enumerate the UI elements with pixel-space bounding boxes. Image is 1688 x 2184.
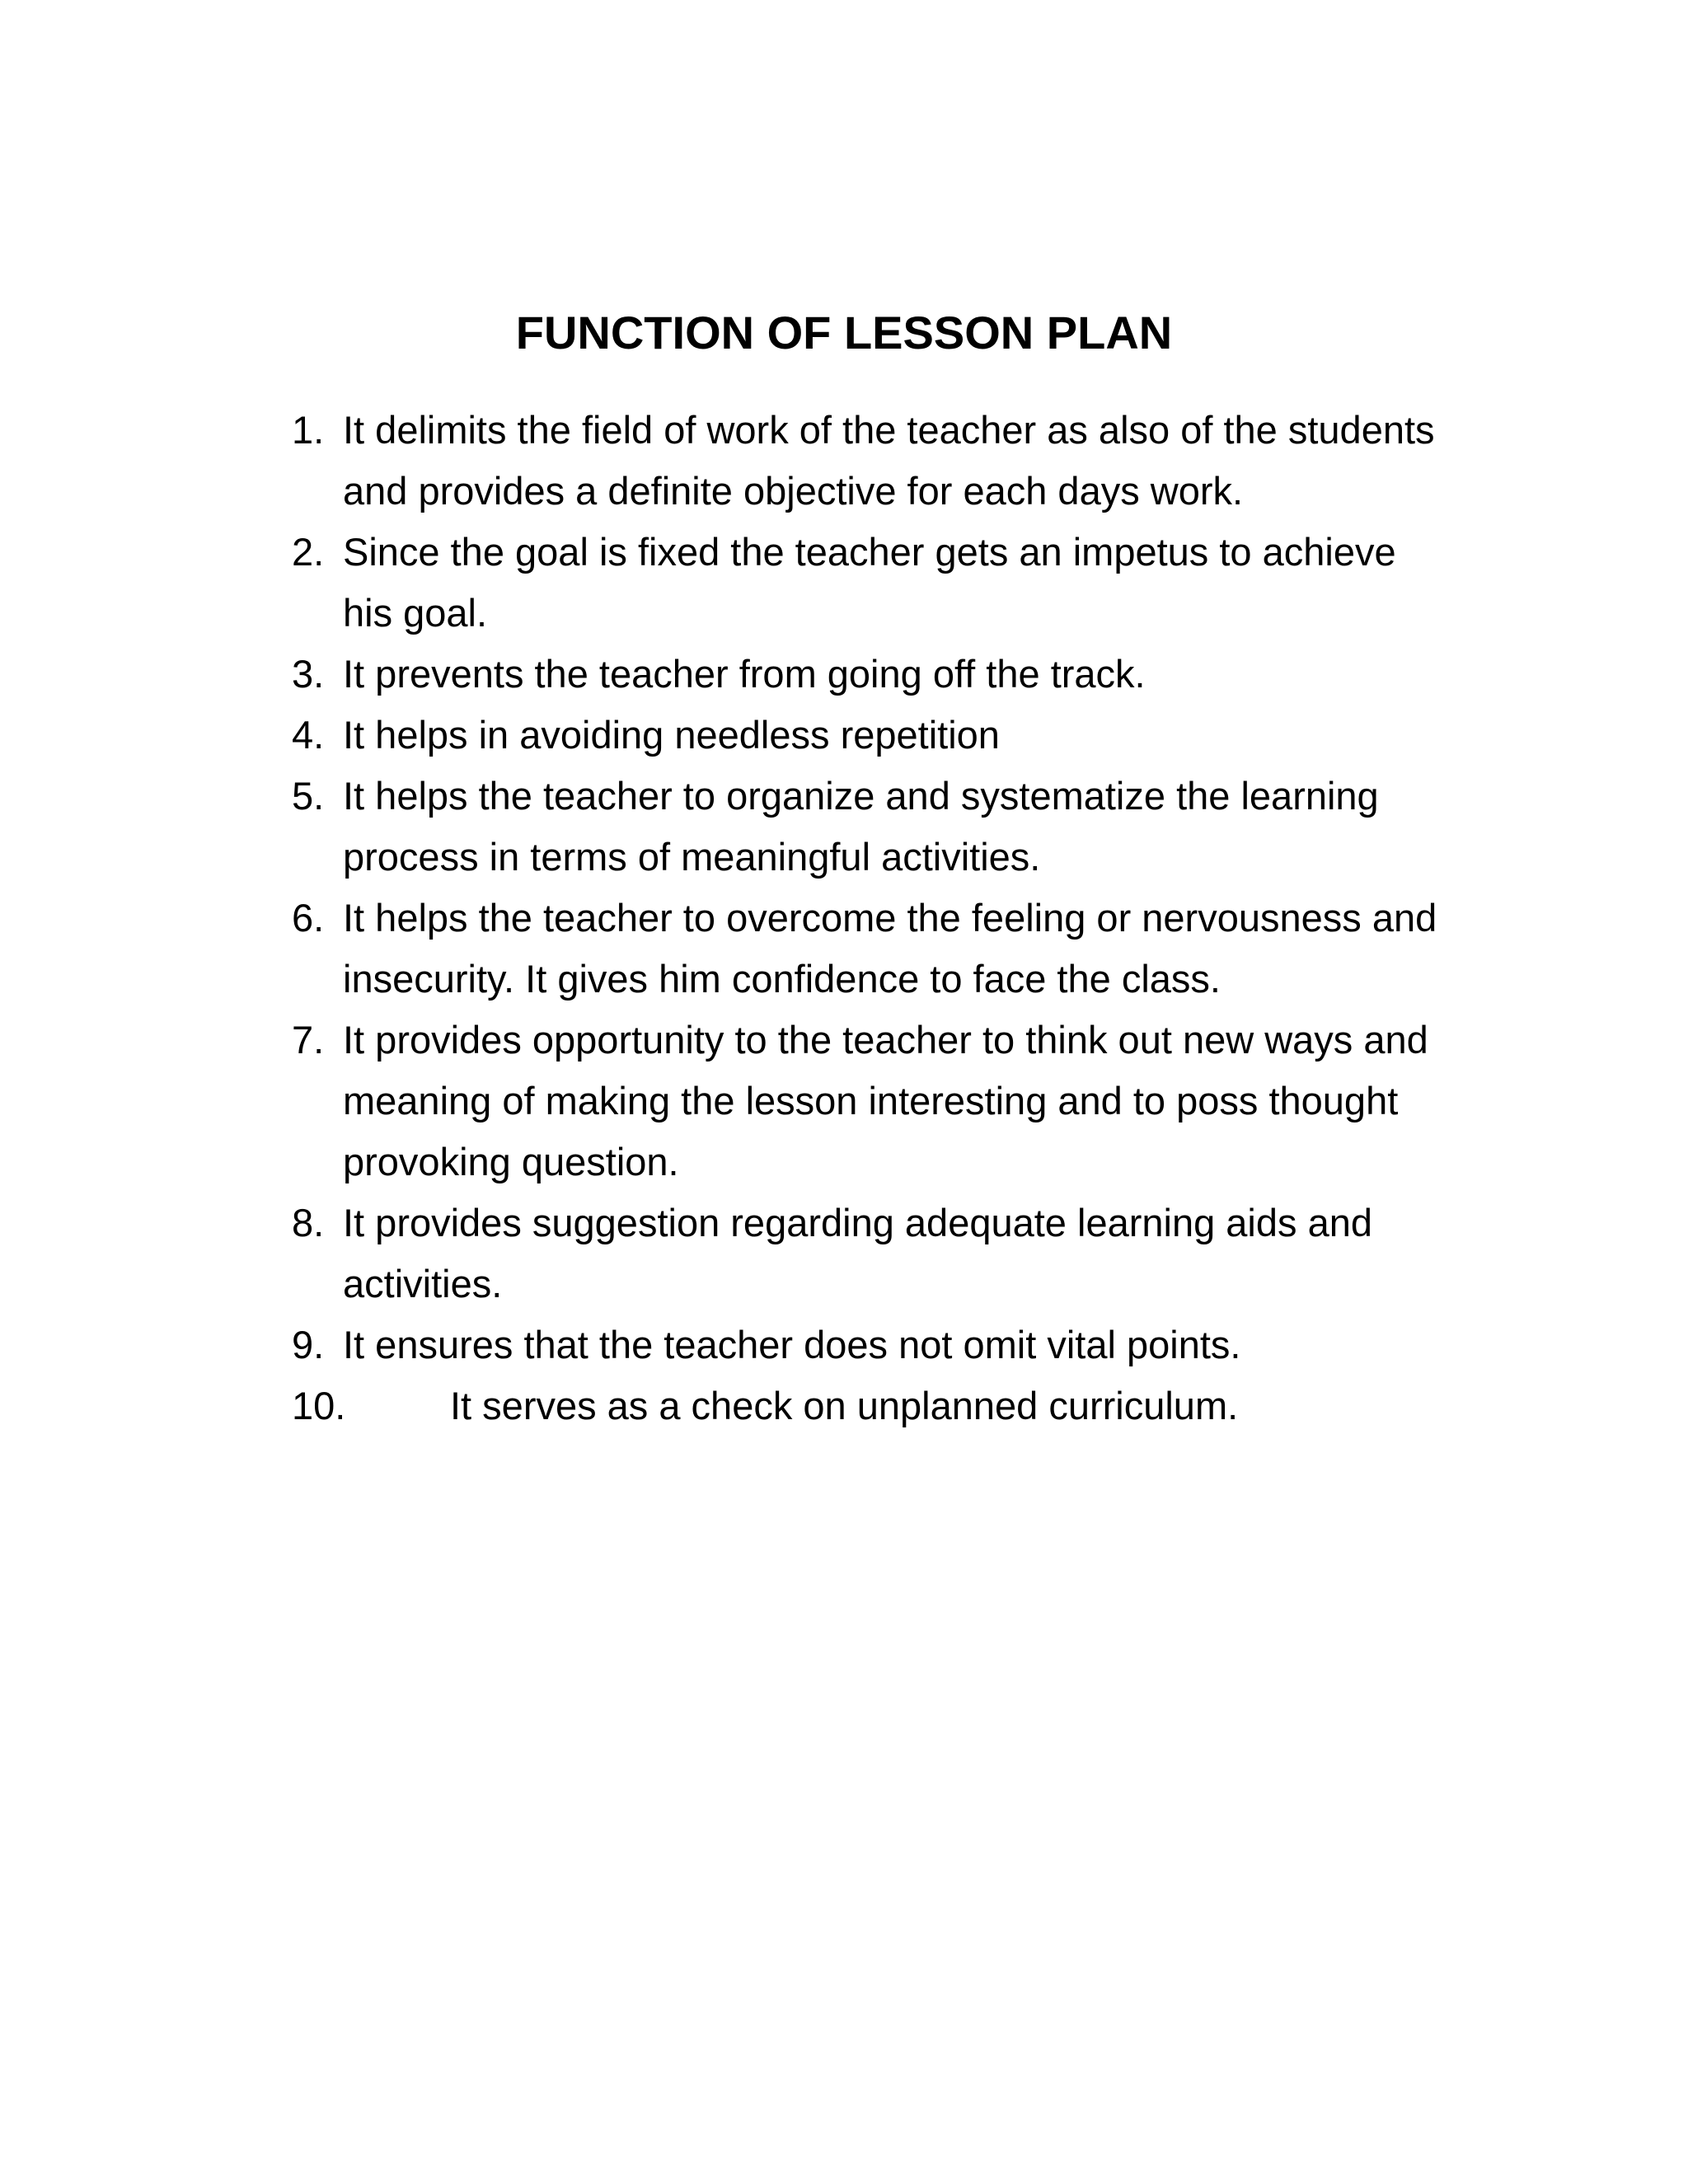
list-item-number: 2. — [292, 530, 325, 574]
list-item — [292, 1376, 1446, 1436]
list-item-text: It prevents the teacher from going off the track. — [343, 652, 1146, 696]
list-item-number: 8. — [292, 1201, 325, 1244]
list-item-number: 6. — [292, 896, 325, 940]
list-item-text: It serves as a check on unplanned curriculum. — [450, 1384, 1239, 1427]
list-item-number: 1. — [292, 408, 325, 452]
list-item-text: It helps the teacher to overcome the feeling or nervousness and insecurity. It gives him confidence to face the class. — [343, 896, 1437, 1001]
list-item — [292, 522, 1446, 644]
function-list — [292, 400, 1446, 1436]
list-item-text: It helps the teacher to organize and systematize the learning process in terms of meaningful activities. — [343, 774, 1379, 879]
list-item — [292, 705, 1446, 766]
list-item-text: It ensures that the teacher does not omit vital points. — [343, 1323, 1241, 1366]
list-item — [292, 1315, 1446, 1376]
list-item-number: 5. — [292, 774, 325, 818]
list-item — [292, 1193, 1446, 1315]
list-item — [292, 1010, 1446, 1193]
list-item-text: It provides opportunity to the teacher to think out new ways and meaning of making the lesson interesting and to poss thought provoking question. — [343, 1018, 1428, 1183]
list-item — [292, 400, 1446, 522]
list-item-text: It delimits the field of work of the teacher as also of the students and provides a definite objective for each days work. — [343, 408, 1435, 513]
list-item-text: Since the goal is fixed the teacher gets an impetus to achieve his goal. — [343, 530, 1396, 635]
list-item-number: 3. — [292, 652, 325, 696]
list-item — [292, 644, 1446, 705]
list-item — [292, 766, 1446, 888]
list-item-number: 4. — [292, 713, 325, 757]
list-item-number: 9. — [292, 1323, 325, 1366]
page-title: FUNCTION OF LESSON PLAN — [515, 307, 1173, 359]
list-item-text: It helps in avoiding needless repetition — [343, 713, 1000, 757]
list-item-number: 7. — [292, 1018, 325, 1062]
list-item-text: It provides suggestion regarding adequate learning aids and activities. — [343, 1201, 1372, 1305]
list-item — [292, 888, 1446, 1010]
list-item-number: 10. — [292, 1384, 346, 1427]
